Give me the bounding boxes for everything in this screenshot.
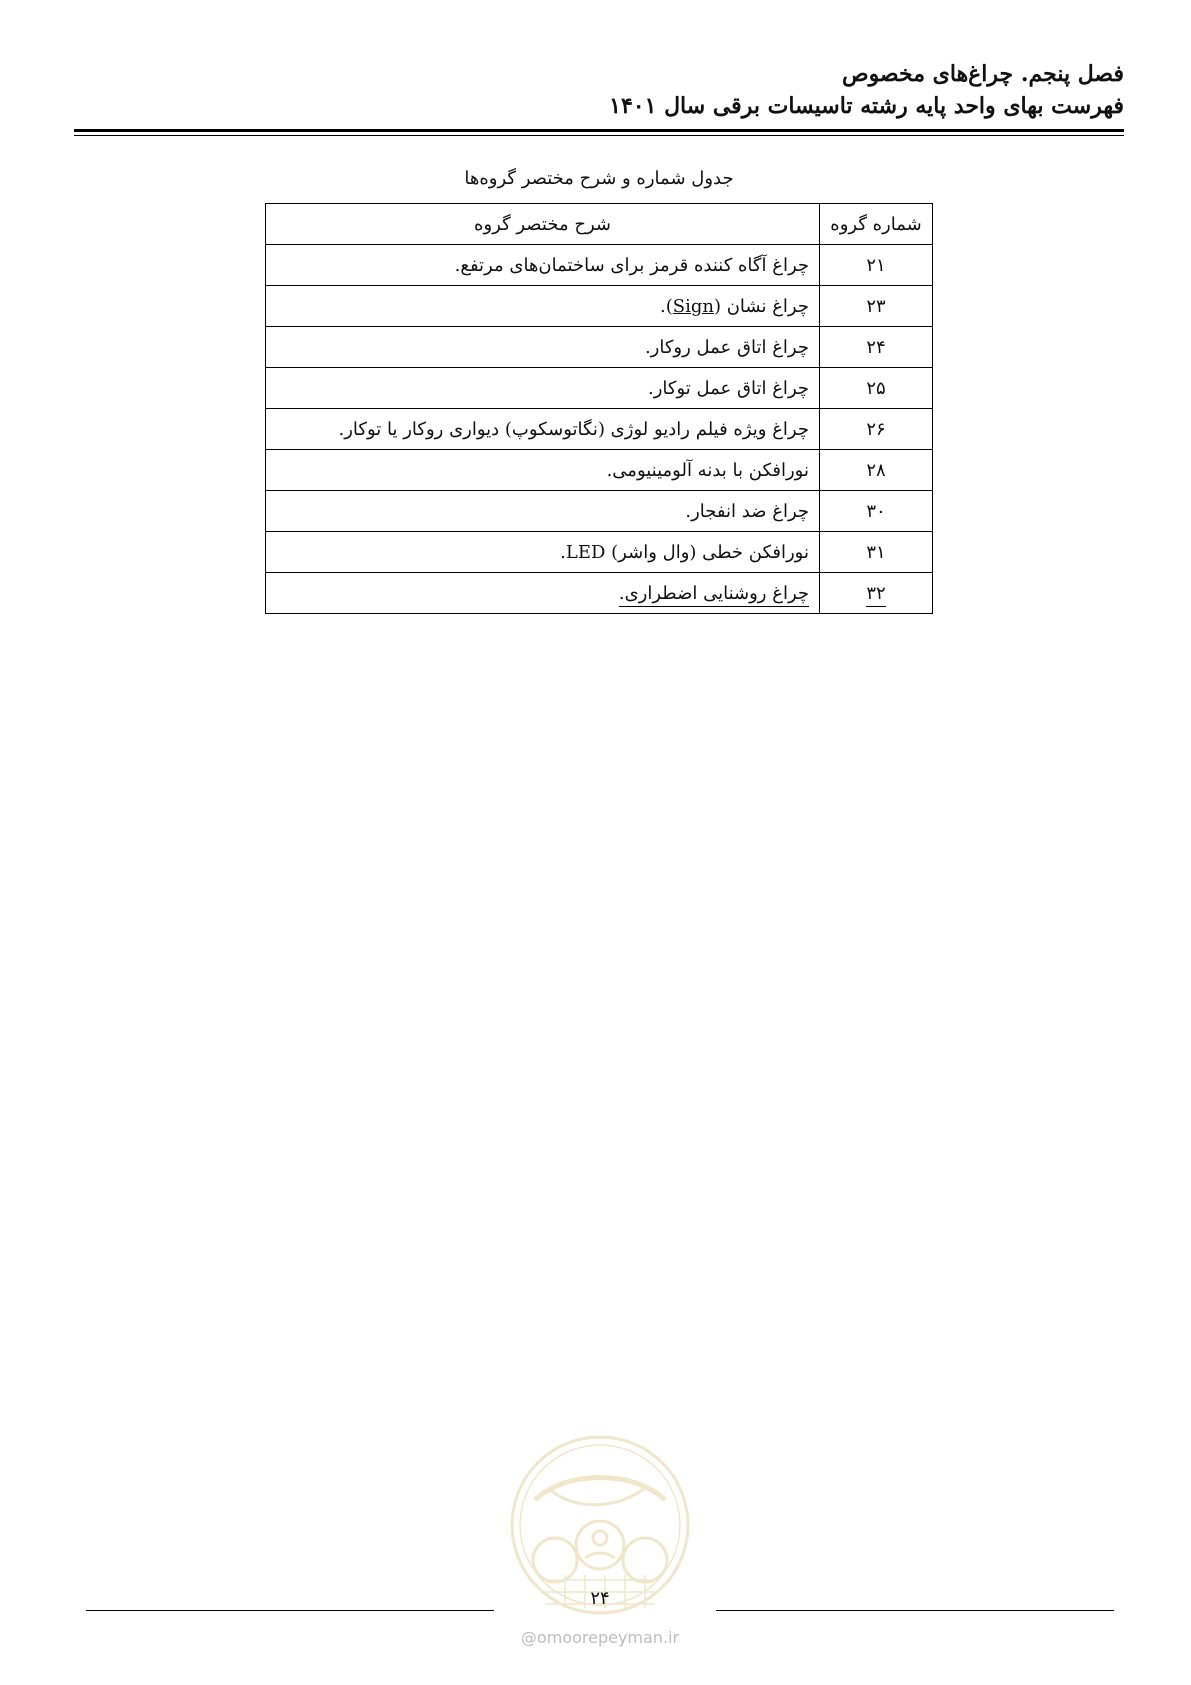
group-number: ۲۳ [820,286,933,327]
header-group-number: شماره گروه [820,204,933,245]
group-number: ۳۱ [820,532,933,573]
footer-rule-right [716,1610,1114,1611]
table-caption: جدول شماره و شرح مختصر گروه‌ها [464,168,734,189]
sign-link[interactable]: Sign [672,295,714,317]
header-rule-thin [74,135,1124,136]
group-number-text: ۳۲ [866,583,885,607]
page-number: ۲۴ [590,1588,610,1609]
group-description-text: چراغ روشنایی اضطراری. [619,583,809,607]
watermark-url: @omoorepeyman.ir [520,1628,680,1647]
page-header [74,58,1124,122]
group-description: چراغ اتاق عمل روکار. [266,327,820,368]
table-row [266,327,933,368]
description-prefix: چراغ نشان ( [713,295,809,317]
footer-rule-left [86,1610,494,1611]
table-row [266,491,933,532]
description-suffix: ). [660,295,673,317]
header-rule-thick [74,129,1124,132]
group-number: ۲۸ [820,450,933,491]
table-row [266,286,933,327]
table-row [266,532,933,573]
chapter-title: فصل پنجم. چراغ‌های مخصوص [841,61,1124,87]
group-description: نورافکن خطی (وال واشر) LED. [266,532,820,573]
group-number: ۲۶ [820,409,933,450]
table-row [266,245,933,286]
group-description [266,286,820,327]
group-description: نورافکن با بدنه آلومینیومی. [266,450,820,491]
group-description: چراغ ویژه فیلم رادیو لوژی (نگاتوسکوپ) دیواری روکار یا توکار. [266,409,820,450]
table-row [266,409,933,450]
table-row [266,450,933,491]
groups-table [265,203,933,614]
group-description [266,573,820,614]
document-subtitle: فهرست بهای واحد پایه رشته تاسیسات برقی سال ۱۴۰۱ [609,93,1124,119]
group-description: چراغ ضد انفجار. [266,491,820,532]
group-description: چراغ آگاه کننده قرمز برای ساختمان‌های مرتفع. [266,245,820,286]
group-number: ۲۴ [820,327,933,368]
header-group-description: شرح مختصر گروه [266,204,820,245]
group-number [820,573,933,614]
table-row [266,368,933,409]
table-row [266,573,933,614]
table-header-row [266,204,933,245]
group-number: ۲۵ [820,368,933,409]
group-number: ۳۰ [820,491,933,532]
group-number: ۲۱ [820,245,933,286]
group-description: چراغ اتاق عمل توکار. [266,368,820,409]
